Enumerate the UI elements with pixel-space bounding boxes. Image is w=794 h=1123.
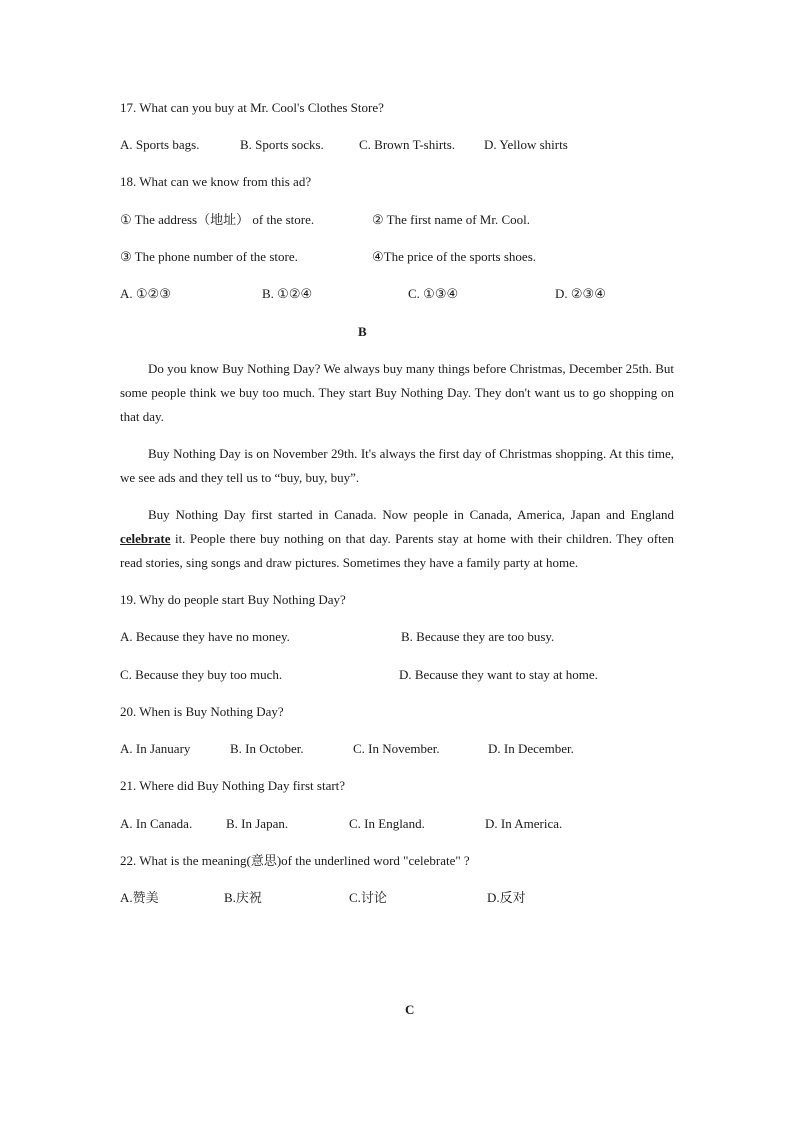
- q18-item-1: ① The address（地址） of the store.: [120, 212, 315, 227]
- q18-item-3: ③ The phone number of the store.: [120, 249, 298, 264]
- underlined-word-celebrate: celebrate: [120, 531, 171, 546]
- q18-option-b: B. ①②④: [262, 286, 313, 301]
- q20-option-a: A. In January: [120, 741, 191, 756]
- section-c-heading: C: [405, 1002, 415, 1017]
- q20-option-b: B. In October.: [230, 741, 304, 756]
- question-21: 21. Where did Buy Nothing Day first start?: [120, 778, 346, 793]
- passage-b-paragraph-3: [120, 503, 674, 575]
- q21-option-d: D. In America.: [485, 816, 563, 831]
- q18-option-a: A. ①②③: [120, 286, 171, 301]
- q21-option-b: B. In Japan.: [226, 816, 289, 831]
- q21-option-c: C. In England.: [349, 816, 425, 831]
- q22-option-b: B.庆祝: [224, 890, 262, 905]
- question-19: 19. Why do people start Buy Nothing Day?: [120, 592, 346, 607]
- q22-option-c: C.讨论: [349, 890, 387, 905]
- passage-b-paragraph-2: Buy Nothing Day is on November 29th. It's always the first day of Christmas shopping. At this time, we see ads and they tell us to “buy, buy, buy”.: [120, 446, 674, 485]
- paragraph-3-text-after: it. People there buy nothing on that day. Parents stay at home with their children. They often read stories, sing songs and draw pictures. Sometimes they have a family party at home.: [120, 531, 674, 570]
- q19-option-b: B. Because they are too busy.: [401, 629, 555, 644]
- q17-option-b: B. Sports socks.: [240, 137, 324, 152]
- q20-option-c: C. In November.: [353, 741, 440, 756]
- q17-option-d: D. Yellow shirts: [484, 137, 568, 152]
- q19-option-c: C. Because they buy too much.: [120, 667, 283, 682]
- q18-option-d: D. ②③④: [555, 286, 606, 301]
- question-20: 20. When is Buy Nothing Day?: [120, 704, 284, 719]
- passage-b-paragraph-1: Do you know Buy Nothing Day? We always buy many things before Christmas, December 25th. But some people think we buy too much. They start Buy Nothing Day. They don't want us to go shopping on that day.: [120, 361, 674, 424]
- paragraph-3-text-before: Buy Nothing Day first started in Canada. Now people in Canada, America, Japan and England: [148, 507, 674, 522]
- q17-option-a: A. Sports bags.: [120, 137, 200, 152]
- q18-option-c: C. ①③④: [408, 286, 459, 301]
- q21-option-a: A. In Canada.: [120, 816, 193, 831]
- q22-option-a: A.赞美: [120, 890, 159, 905]
- q19-option-d: D. Because they want to stay at home.: [399, 667, 598, 682]
- question-18: 18. What can we know from this ad?: [120, 174, 312, 189]
- question-17: 17. What can you buy at Mr. Cool's Clothes Store?: [120, 100, 384, 115]
- section-b-heading: B: [358, 324, 367, 339]
- q17-option-c: C. Brown T-shirts.: [359, 137, 456, 152]
- q18-item-4: ④The price of the sports shoes.: [372, 249, 537, 264]
- q20-option-d: D. In December.: [488, 741, 574, 756]
- q22-option-d: D.反对: [487, 890, 526, 905]
- question-22: 22. What is the meaning(意思)of the underlined word "celebrate" ?: [120, 853, 470, 868]
- q18-item-2: ② The first name of Mr. Cool.: [372, 212, 531, 227]
- q19-option-a: A. Because they have no money.: [120, 629, 290, 644]
